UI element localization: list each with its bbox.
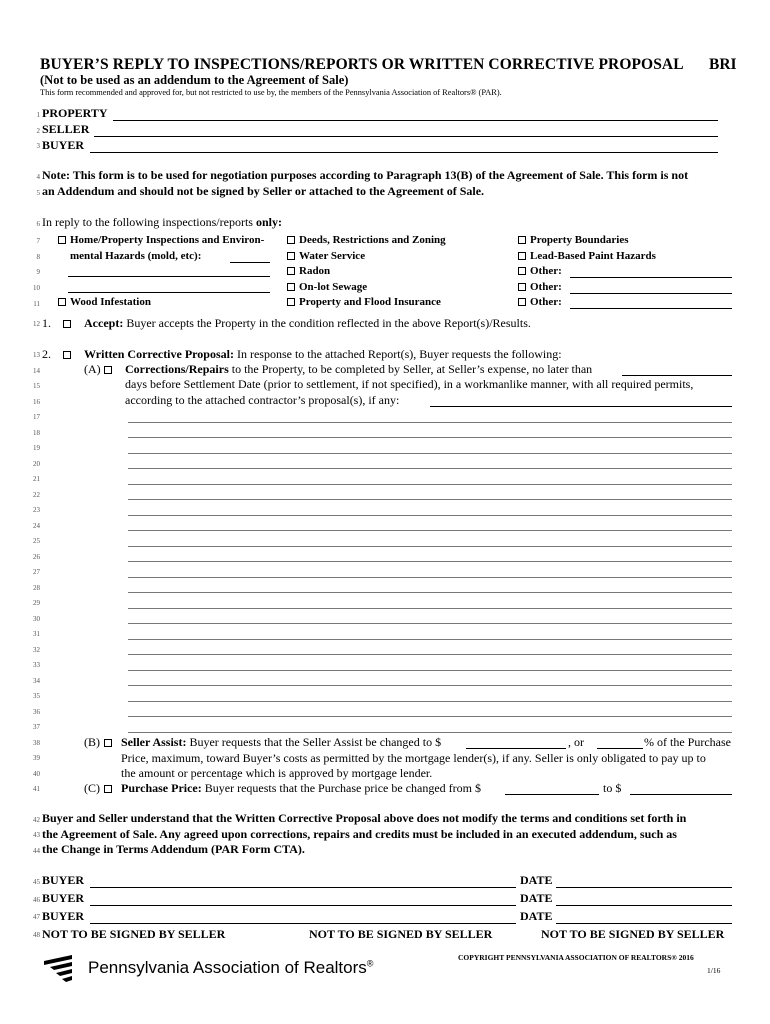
checkbox-icon[interactable]	[58, 236, 66, 244]
line-number: 47	[33, 913, 40, 921]
checkbox-lead-paint[interactable]: Lead-Based Paint Hazards	[518, 250, 656, 262]
checkbox-onlot-sewage[interactable]: On-lot Sewage	[287, 281, 367, 293]
checkbox-purchase-price[interactable]	[104, 781, 116, 796]
corrections-line-3: according to the attached contractor’s proposal(s), if any:	[125, 393, 400, 407]
checkbox-icon[interactable]	[518, 283, 526, 291]
checkbox-icon[interactable]	[518, 252, 526, 260]
date-field[interactable]	[556, 923, 732, 924]
checkbox-wood-infestation[interactable]: Wood Infestation	[58, 296, 151, 308]
line-number: 23	[33, 506, 40, 514]
corrections-blank-line[interactable]	[128, 561, 732, 562]
line-number: 30	[33, 615, 40, 623]
corrections-blank-line[interactable]	[128, 685, 732, 686]
line-number: 16	[33, 398, 40, 406]
checkbox-other-3[interactable]: Other:	[518, 296, 562, 308]
seller-assist-line-3: the amount or percentage which is approved by mortgage lender.	[121, 766, 433, 780]
line-number: 18	[33, 429, 40, 437]
closing-line-1: Buyer and Seller understand that the Written Corrective Proposal above does not modify the terms and conditions set forth in	[42, 811, 687, 825]
line-number: 37	[33, 723, 40, 731]
checkbox-icon[interactable]	[104, 366, 112, 374]
line-number: 17	[33, 413, 40, 421]
line-number: 13	[33, 351, 40, 359]
date-label: DATE	[520, 873, 553, 887]
buyer-signature-field[interactable]	[90, 905, 516, 906]
buyer-signature-label: BUYER	[42, 909, 85, 923]
option-1-number: 1.	[42, 316, 51, 330]
corrections-blank-line[interactable]	[128, 716, 732, 717]
line-number: 4	[36, 173, 40, 181]
corrections-blank-line[interactable]	[128, 639, 732, 640]
accept-text: Accept: Buyer accepts the Property in the condition reflected in the above Report(s)/Results.	[84, 316, 531, 330]
note-line-1: Note: This form is to be used for negotiation purposes according to Paragraph 13(B) of the Agreement of Sale. This form is not	[42, 168, 689, 182]
corrections-days-field[interactable]	[622, 375, 732, 376]
corrections-blank-line[interactable]	[128, 499, 732, 500]
corrections-line-2: days before Settlement Date (prior to settlement, if not specified), in a workmanlike manner, with all required permits,	[125, 377, 694, 391]
seller-assist-line-1: Seller Assist: Buyer requests that the Seller Assist be changed to $	[121, 735, 442, 749]
line-number: 32	[33, 646, 40, 654]
option-2-number: 2.	[42, 347, 51, 361]
checkbox-property-flood-insurance[interactable]: Property and Flood Insurance	[287, 296, 441, 308]
seller-label: SELLER	[42, 122, 90, 136]
corrections-blank-line[interactable]	[128, 623, 732, 624]
checkbox-other-2[interactable]: Other:	[518, 281, 562, 293]
checkbox-other-1[interactable]: Other:	[518, 265, 562, 277]
line-number: 35	[33, 692, 40, 700]
closing-line-2: the Agreement of Sale. Any agreed upon corrections, repairs and credits must be included in an executed addendum, such as	[42, 827, 677, 841]
line-number: 27	[33, 568, 40, 576]
buyer-signature-label: BUYER	[42, 873, 85, 887]
line-number: 19	[33, 444, 40, 452]
line-number: 44	[33, 847, 40, 855]
other-field-2[interactable]	[570, 293, 732, 294]
seller-assist-percent-text: % of the Purchase	[644, 735, 731, 749]
corrections-blank-line[interactable]	[128, 437, 732, 438]
purchase-price-to: to $	[603, 781, 622, 795]
corrections-line-1: Corrections/Repairs to the Property, to be completed by Seller, at Seller’s expense, no later than	[125, 362, 593, 376]
checkbox-icon[interactable]	[104, 785, 112, 793]
line-number: 24	[33, 522, 40, 530]
line-number: 36	[33, 708, 40, 716]
checkbox-deeds[interactable]: Deeds, Restrictions and Zoning	[287, 234, 446, 246]
par-logo-icon	[42, 955, 78, 983]
buyer-signature-label: BUYER	[42, 891, 85, 905]
line-number: 29	[33, 599, 40, 607]
buyer-signature-field[interactable]	[90, 923, 516, 924]
other-field-3[interactable]	[570, 308, 732, 309]
closing-line-3: the Change in Terms Addendum (PAR Form CTA).	[42, 842, 305, 856]
form-code: BRI	[709, 56, 737, 73]
line-number: 31	[33, 630, 40, 638]
purchase-price-marker: (C)	[84, 781, 100, 795]
purchase-price-from-field[interactable]	[505, 794, 599, 795]
line-number: 8	[36, 253, 40, 261]
line-number: 41	[33, 785, 40, 793]
line-number: 48	[33, 931, 40, 939]
checkbox-icon[interactable]	[287, 267, 295, 275]
corrections-blank-line[interactable]	[128, 422, 732, 423]
checkbox-icon[interactable]	[287, 283, 295, 291]
corrections-blank-line[interactable]	[128, 468, 732, 469]
form-subtitle: (Not to be used as an addendum to the Agreement of Sale)	[40, 73, 349, 87]
line-number: 11	[33, 300, 40, 308]
line-number: 2	[36, 127, 40, 135]
purchase-price-line: Purchase Price: Buyer requests that the Purchase price be changed from $	[121, 781, 481, 795]
buyer-label: BUYER	[42, 138, 85, 152]
checkbox-icon[interactable]	[58, 298, 66, 306]
seller-assist-marker: (B)	[84, 735, 100, 749]
line-number: 3	[36, 142, 40, 150]
line-number: 14	[33, 367, 40, 375]
line-number: 6	[36, 220, 40, 228]
seller-assist-line-2: Price, maximum, toward Buyer’s costs as permitted by the mortgage lender(s), if any. Seller is only obligated to pay up to	[121, 751, 706, 765]
line-number: 21	[33, 475, 40, 483]
line-number: 12	[33, 320, 40, 328]
date-label: DATE	[520, 909, 553, 923]
line-number: 39	[33, 754, 40, 762]
checkbox-icon[interactable]	[518, 236, 526, 244]
home-inspection-field[interactable]	[230, 262, 270, 263]
property-field[interactable]	[113, 120, 718, 121]
line-number: 15	[33, 382, 40, 390]
home-inspection-field-3[interactable]	[68, 292, 270, 293]
not-signed-by-seller: NOT TO BE SIGNED BY SELLER	[42, 927, 226, 941]
date-label: DATE	[520, 891, 553, 905]
corrections-blank-line[interactable]	[128, 577, 732, 578]
buyer-field[interactable]	[90, 152, 718, 153]
page-number: 1/16	[707, 966, 721, 975]
form-notice: This form recommended and approved for, but not restricted to use by, the members of the Pennsylvania Association of Realtors® (PAR).	[40, 88, 502, 97]
seller-assist-or: , or	[568, 735, 584, 749]
line-number: 46	[33, 896, 40, 904]
line-number: 25	[33, 537, 40, 545]
checkbox-icon[interactable]	[287, 298, 295, 306]
date-field[interactable]	[556, 905, 732, 906]
line-number: 34	[33, 677, 40, 685]
line-number: 20	[33, 460, 40, 468]
seller-assist-percent-field[interactable]	[597, 748, 643, 749]
line-number: 10	[33, 284, 40, 292]
corrections-blank-line[interactable]	[128, 732, 732, 733]
corrections-blank-line[interactable]	[128, 592, 732, 593]
written-proposal-text: Written Corrective Proposal: In response to the attached Report(s), Buyer requests the following:	[84, 347, 562, 361]
not-signed-by-seller: NOT TO BE SIGNED BY SELLER	[309, 927, 493, 941]
form-title: BUYER’S REPLY TO INSPECTIONS/REPORTS OR WRITTEN CORRECTIVE PROPOSAL	[40, 56, 684, 73]
buyer-signature-field[interactable]	[90, 887, 516, 888]
checkbox-corrections[interactable]	[104, 362, 116, 377]
line-number: 43	[33, 831, 40, 839]
copyright-notice: COPYRIGHT PENNSYLVANIA ASSOCIATION OF REALTORS® 2016	[458, 953, 694, 962]
checkbox-icon[interactable]	[63, 351, 71, 359]
corrections-blank-line[interactable]	[128, 453, 732, 454]
checkbox-icon[interactable]	[287, 236, 295, 244]
checkbox-icon[interactable]	[287, 252, 295, 260]
checkbox-written-proposal[interactable]	[63, 347, 75, 362]
seller-assist-amount-field[interactable]	[466, 748, 566, 749]
corrections-blank-line[interactable]	[128, 546, 732, 547]
corrections-blank-line[interactable]	[128, 670, 732, 671]
line-number: 33	[33, 661, 40, 669]
checkbox-icon[interactable]	[518, 267, 526, 275]
line-number: 28	[33, 584, 40, 592]
line-number: 38	[33, 739, 40, 747]
corrections-blank-line[interactable]	[128, 608, 732, 609]
reply-intro: In reply to the following inspections/reports only:	[42, 215, 282, 229]
checkbox-icon[interactable]	[104, 739, 112, 747]
corrections-field[interactable]	[430, 406, 732, 407]
home-inspection-line-2: mental Hazards (mold, etc):	[70, 250, 202, 262]
checkbox-icon[interactable]	[63, 320, 71, 328]
checkbox-seller-assist[interactable]	[104, 735, 116, 750]
home-inspection-field-2[interactable]	[68, 276, 270, 277]
line-number: 45	[33, 878, 40, 886]
line-number: 40	[33, 770, 40, 778]
other-field-1[interactable]	[570, 277, 732, 278]
line-number: 22	[33, 491, 40, 499]
checkbox-water-service[interactable]: Water Service	[287, 250, 365, 262]
property-label: PROPERTY	[42, 106, 108, 120]
checkbox-accept[interactable]	[63, 316, 75, 331]
line-number: 9	[36, 268, 40, 276]
checkbox-radon[interactable]: Radon	[287, 265, 330, 277]
checkbox-icon[interactable]	[518, 298, 526, 306]
corrections-marker: (A)	[84, 362, 101, 376]
note-line-2: an Addendum and should not be signed by Seller or attached to the Agreement of Sale.	[42, 184, 485, 198]
seller-field[interactable]	[94, 136, 718, 137]
line-number: 5	[36, 189, 40, 197]
line-number: 7	[36, 237, 40, 245]
corrections-blank-line[interactable]	[128, 654, 732, 655]
corrections-blank-line[interactable]	[128, 515, 732, 516]
checkbox-property-boundaries[interactable]: Property Boundaries	[518, 234, 629, 246]
corrections-blank-line[interactable]	[128, 484, 732, 485]
checkbox-home-inspection[interactable]: Home/Property Inspections and Environ-	[58, 234, 264, 246]
date-field[interactable]	[556, 887, 732, 888]
line-number: 42	[33, 816, 40, 824]
purchase-price-to-field[interactable]	[630, 794, 732, 795]
corrections-blank-line[interactable]	[128, 701, 732, 702]
corrections-blank-line[interactable]	[128, 530, 732, 531]
line-number: 1	[36, 111, 40, 119]
organization-name: Pennsylvania Association of Realtors®	[88, 958, 374, 977]
line-number: 26	[33, 553, 40, 561]
not-signed-by-seller: NOT TO BE SIGNED BY SELLER	[541, 927, 725, 941]
